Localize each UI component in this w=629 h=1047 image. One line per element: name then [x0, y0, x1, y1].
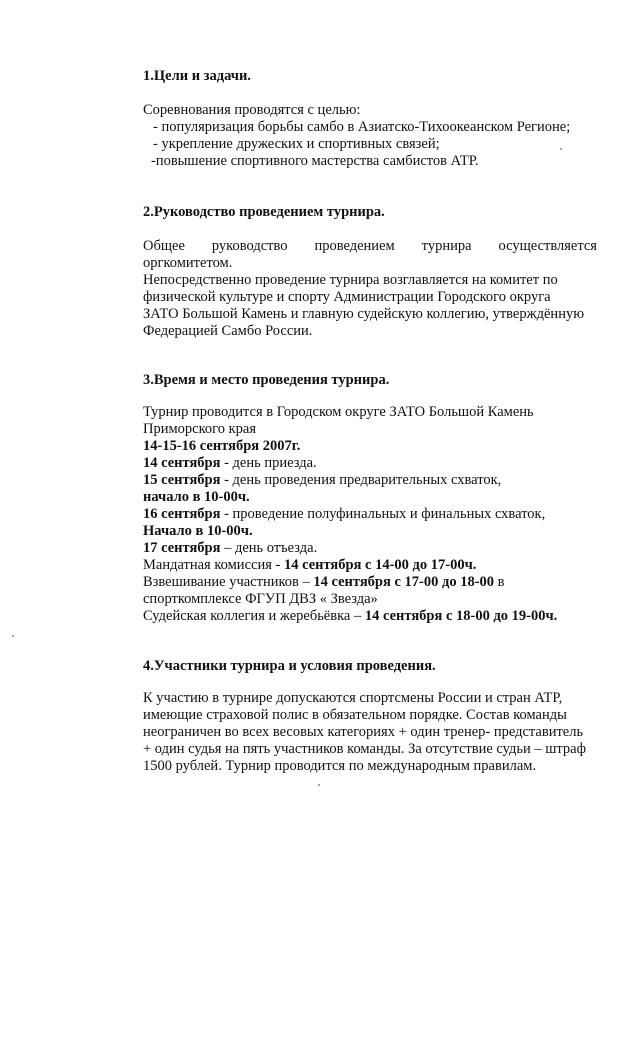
- section-2-paragraph-2-line: Федерацией Самбо России.: [143, 323, 313, 339]
- schedule-day-15: [143, 472, 501, 489]
- weigh-time: 14 сентября с 17-00 до 18-00: [313, 574, 495, 590]
- section-2-title: 2.Руководство проведением турнира.: [143, 204, 385, 220]
- section-3-title: 3.Время и место проведения турнира.: [143, 372, 390, 388]
- word: проведением: [314, 238, 395, 254]
- mandate-label: Мандатная комиссия -: [143, 557, 284, 573]
- weigh-venue: спорткомплексе ФГУП ДВЗ « Звезда»: [143, 591, 378, 607]
- section-4-title: 4.Участники турнира и условия проведения.: [143, 658, 436, 674]
- schedule-desc: - день проведения предварительных схваток,: [220, 472, 502, 488]
- scan-speck: [318, 784, 320, 786]
- mandate-commission: [143, 557, 476, 574]
- schedule-date: 15 сентября: [143, 472, 221, 488]
- participants-line: 1500 рублей. Турнир проводится по международным правилам.: [143, 758, 537, 774]
- word: осуществляется: [498, 238, 597, 254]
- tournament-dates: 14-15-16 сентября 2007г.: [143, 438, 301, 454]
- schedule-start-15: начало в 10-00ч.: [143, 489, 250, 505]
- schedule-date: 17 сентября: [143, 540, 221, 556]
- word: Общее: [143, 238, 185, 254]
- place-line: Турнир проводится в Городском округе ЗАТО Большой Камень: [143, 404, 534, 420]
- participants-line: + один судья на пять участников команды. За отсутствие судьи – штраф: [143, 741, 587, 757]
- schedule-start-16: Начало в 10-00ч.: [143, 523, 253, 539]
- participants-line: К участию в турнире допускаются спортсмены России и стран АТР,: [143, 690, 563, 706]
- word: турнира: [421, 238, 472, 254]
- goal-item: -повышение спортивного мастерства самбистов АТР.: [151, 153, 479, 169]
- schedule-day-16: [143, 506, 545, 523]
- participants-line: неограничен во всех весовых категориях + один тренер- представитель: [143, 724, 584, 740]
- schedule-date: 14 сентября: [143, 455, 221, 471]
- schedule-date: 16 сентября: [143, 506, 221, 522]
- section-2-paragraph-2-line: Непосредственно проведение турнира возглавляется на комитет по: [143, 272, 558, 288]
- schedule-day-14: [143, 455, 317, 472]
- schedule-desc: - день приезда.: [220, 455, 317, 471]
- judges-draw: [143, 608, 557, 625]
- mandate-time: 14 сентября с 14-00 до 17-00ч.: [283, 557, 477, 573]
- weigh-in: [143, 574, 505, 591]
- judges-time: 14 сентября с 18-00 до 19-00ч.: [364, 608, 558, 624]
- scan-speck: [560, 148, 562, 150]
- section-2-paragraph-1-end: оргкомитетом.: [143, 255, 233, 271]
- goal-item: - популяризация борьбы самбо в Азиатско-Тихоокеанском Регионе;: [153, 119, 571, 135]
- scan-speck: [12, 635, 14, 637]
- section-1-intro: Соревнования проводятся с целью:: [143, 102, 361, 118]
- participants-line: имеющие страховой полис в обязательном порядке. Состав команды: [143, 707, 567, 723]
- schedule-day-17: [143, 540, 317, 557]
- weigh-label: Взвешивание участников –: [143, 574, 314, 590]
- word: руководство: [211, 238, 288, 254]
- place-line: Приморского края: [143, 421, 257, 437]
- section-2-paragraph-2-line: ЗАТО Большой Камень и главную судейскую коллегию, утверждённую: [143, 306, 585, 322]
- goal-item: - укрепление дружеских и спортивных связей;: [153, 136, 440, 152]
- schedule-desc: - проведение полуфинальных и финальных схваток,: [220, 506, 546, 522]
- judges-label: Судейская коллегия и жеребьёвка –: [143, 608, 365, 624]
- section-2-paragraph-1-line: [143, 238, 597, 255]
- section-2-paragraph-2-line: физической культуре и спорту Администрации Городского округа: [143, 289, 551, 305]
- schedule-desc: – день отъезда.: [220, 540, 318, 556]
- weigh-tail: в: [494, 574, 505, 590]
- section-1-title: 1.Цели и задачи.: [143, 68, 251, 84]
